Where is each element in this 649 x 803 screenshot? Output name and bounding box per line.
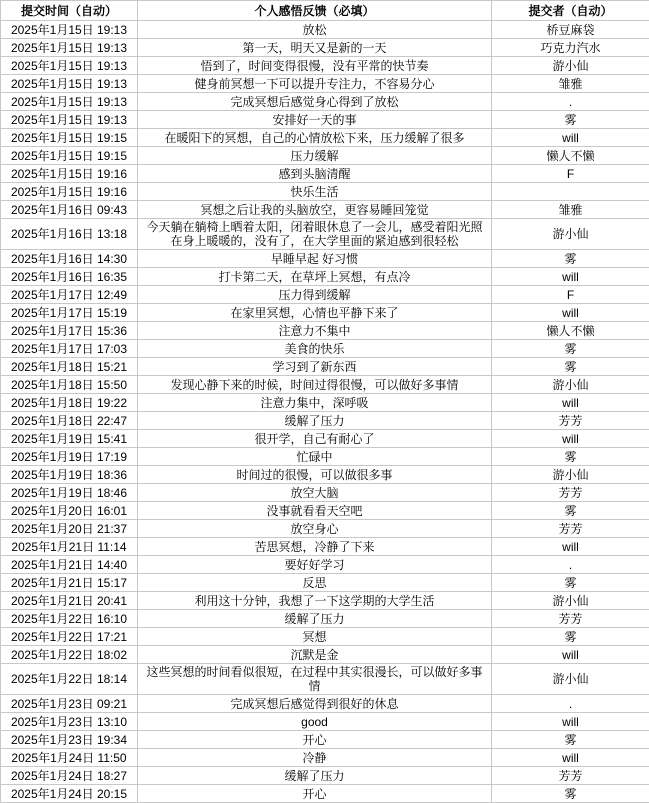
cell-submit-time[interactable]: 2025年1月15日 19:13 (1, 21, 138, 39)
table-row (1, 412, 649, 430)
cell-submitter[interactable]: 雾 (492, 340, 649, 358)
cell-submit-time[interactable]: 2025年1月21日 14:40 (1, 556, 138, 574)
cell-submitter[interactable]: 雏雅 (492, 75, 649, 93)
cell-submitter[interactable]: will (492, 646, 649, 664)
table-row (1, 785, 649, 803)
cell-submitter[interactable]: 游小仙 (492, 466, 649, 484)
cell-submitter[interactable]: 游小仙 (492, 592, 649, 610)
cell-feedback[interactable]: 压力缓解 (138, 147, 492, 165)
cell-submitter[interactable]: 雾 (492, 502, 649, 520)
cell-feedback[interactable]: 冥想之后让我的头脑放空，更容易睡回笼觉 (138, 201, 492, 219)
table-row (1, 466, 649, 484)
table-row (1, 21, 649, 39)
table-row (1, 448, 649, 466)
cell-feedback[interactable]: 缓解了压力 (138, 412, 492, 430)
cell-submitter[interactable]: 雾 (492, 250, 649, 268)
table-row (1, 250, 649, 268)
cell-submitter[interactable]: 芳芳 (492, 412, 649, 430)
cell-submitter[interactable]: 雏雅 (492, 201, 649, 219)
cell-submitter[interactable]: 芳芳 (492, 484, 649, 502)
table-row (1, 39, 649, 57)
cell-submit-time[interactable]: 2025年1月15日 19:13 (1, 111, 138, 129)
cell-submit-time[interactable]: 2025年1月24日 11:50 (1, 749, 138, 767)
table-row (1, 713, 649, 731)
table-row (1, 93, 649, 111)
cell-submitter[interactable]: F (492, 165, 649, 183)
cell-submitter[interactable]: 游小仙 (492, 219, 649, 250)
table-row (1, 129, 649, 147)
table-row (1, 502, 649, 520)
cell-feedback[interactable]: 放空身心 (138, 520, 492, 538)
table-row (1, 592, 649, 610)
cell-feedback[interactable]: 利用这十分钟，我想了一下这学期的大学生活 (138, 592, 492, 610)
cell-submitter[interactable]: 雾 (492, 448, 649, 466)
cell-submitter[interactable]: will (492, 304, 649, 322)
cell-feedback[interactable]: 感到头脑清醒 (138, 165, 492, 183)
table-row (1, 75, 649, 93)
cell-feedback[interactable]: 学习到了新东西 (138, 358, 492, 376)
cell-submit-time[interactable]: 2025年1月23日 13:10 (1, 713, 138, 731)
cell-submit-time[interactable]: 2025年1月17日 15:19 (1, 304, 138, 322)
cell-submit-time[interactable]: 2025年1月16日 14:30 (1, 250, 138, 268)
cell-submitter[interactable]: will (492, 538, 649, 556)
cell-submitter[interactable]: . (492, 695, 649, 713)
cell-submit-time[interactable]: 2025年1月15日 19:16 (1, 165, 138, 183)
cell-feedback[interactable]: 早睡早起 好习惯 (138, 250, 492, 268)
cell-submit-time[interactable]: 2025年1月20日 16:01 (1, 502, 138, 520)
cell-submit-time[interactable]: 2025年1月15日 19:13 (1, 39, 138, 57)
cell-submitter[interactable]: will (492, 430, 649, 448)
header-submit-time[interactable]: 提交时间（自动） (1, 1, 138, 21)
cell-feedback[interactable]: 缓解了压力 (138, 610, 492, 628)
table-row (1, 57, 649, 75)
cell-submit-time[interactable]: 2025年1月21日 15:17 (1, 574, 138, 592)
cell-feedback[interactable]: 注意力不集中 (138, 322, 492, 340)
cell-submit-time[interactable]: 2025年1月15日 19:13 (1, 93, 138, 111)
cell-feedback[interactable]: 冥想 (138, 628, 492, 646)
cell-submit-time[interactable]: 2025年1月15日 19:13 (1, 57, 138, 75)
cell-submitter[interactable]: 芳芳 (492, 520, 649, 538)
cell-feedback[interactable]: 健身前冥想一下可以提升专注力，不容易分心 (138, 75, 492, 93)
cell-submit-time[interactable]: 2025年1月24日 20:15 (1, 785, 138, 803)
table-row (1, 731, 649, 749)
cell-submitter[interactable]: 游小仙 (492, 376, 649, 394)
cell-feedback[interactable]: 悟到了，时间变得很慢，没有平常的快节奏 (138, 57, 492, 75)
cell-submit-time[interactable]: 2025年1月22日 18:02 (1, 646, 138, 664)
table-row (1, 183, 649, 201)
table-row (1, 340, 649, 358)
cell-feedback[interactable]: 缓解了压力 (138, 767, 492, 785)
table-row (1, 664, 649, 695)
table-row (1, 628, 649, 646)
cell-feedback[interactable]: 开心 (138, 731, 492, 749)
table-row (1, 358, 649, 376)
cell-feedback[interactable]: 第一天，明天又是新的一天 (138, 39, 492, 57)
cell-submitter[interactable]: 芳芳 (492, 767, 649, 785)
cell-submitter[interactable]: 巧克力汽水 (492, 39, 649, 57)
table-row (1, 574, 649, 592)
cell-feedback[interactable]: 发现心静下来的时候，时间过得很慢，可以做好多事情 (138, 376, 492, 394)
cell-submit-time[interactable]: 2025年1月15日 19:16 (1, 183, 138, 201)
cell-submitter[interactable]: 雾 (492, 358, 649, 376)
table-row (1, 695, 649, 713)
cell-submit-time[interactable]: 2025年1月17日 17:03 (1, 340, 138, 358)
cell-submit-time[interactable]: 2025年1月18日 22:47 (1, 412, 138, 430)
table-row (1, 219, 649, 250)
cell-submitter[interactable] (492, 183, 649, 201)
cell-submit-time[interactable]: 2025年1月15日 19:13 (1, 75, 138, 93)
cell-submitter[interactable]: 雾 (492, 628, 649, 646)
cell-submit-time[interactable]: 2025年1月16日 09:43 (1, 201, 138, 219)
cell-submitter[interactable]: 雾 (492, 731, 649, 749)
table-row (1, 147, 649, 165)
cell-feedback[interactable]: 很开学，自己有耐心了 (138, 430, 492, 448)
cell-submitter[interactable]: 雾 (492, 574, 649, 592)
cell-feedback[interactable]: 要好好学习 (138, 556, 492, 574)
cell-feedback[interactable]: 快乐生活 (138, 183, 492, 201)
cell-submitter[interactable]: . (492, 93, 649, 111)
cell-feedback[interactable]: 打卡第二天，在草坪上冥想，有点冷 (138, 268, 492, 286)
table-body (1, 21, 649, 803)
cell-submitter[interactable]: 雾 (492, 785, 649, 803)
cell-feedback[interactable]: 放空大脑 (138, 484, 492, 502)
cell-feedback[interactable]: 完成冥想后感觉得到很好的休息 (138, 695, 492, 713)
cell-submit-time[interactable]: 2025年1月20日 21:37 (1, 520, 138, 538)
cell-submit-time[interactable]: 2025年1月17日 12:49 (1, 286, 138, 304)
cell-submitter[interactable]: 懒人不懒 (492, 322, 649, 340)
cell-submitter[interactable]: will (492, 268, 649, 286)
cell-submit-time[interactable]: 2025年1月23日 19:34 (1, 731, 138, 749)
cell-feedback[interactable]: 这些冥想的时间看似很短，在过程中其实很漫长，可以做好多事情 (138, 664, 492, 695)
cell-feedback[interactable]: 反思 (138, 574, 492, 592)
cell-submit-time[interactable]: 2025年1月24日 18:27 (1, 767, 138, 785)
cell-submit-time[interactable]: 2025年1月19日 18:36 (1, 466, 138, 484)
cell-submitter[interactable]: . (492, 556, 649, 574)
cell-submit-time[interactable]: 2025年1月16日 13:18 (1, 219, 138, 250)
cell-submit-time[interactable]: 2025年1月19日 15:41 (1, 430, 138, 448)
cell-submit-time[interactable]: 2025年1月19日 18:46 (1, 484, 138, 502)
cell-submitter[interactable]: 游小仙 (492, 664, 649, 695)
cell-submitter[interactable]: 懒人不懒 (492, 147, 649, 165)
cell-submitter[interactable]: will (492, 129, 649, 147)
cell-submitter[interactable]: 桥豆麻袋 (492, 21, 649, 39)
cell-feedback[interactable]: 放松 (138, 21, 492, 39)
table-row (1, 646, 649, 664)
cell-submitter[interactable]: F (492, 286, 649, 304)
table-row (1, 520, 649, 538)
header-row (1, 1, 649, 21)
cell-submitter[interactable]: 芳芳 (492, 610, 649, 628)
table-row (1, 767, 649, 785)
header-feedback[interactable]: 个人感悟反馈（必填） (138, 1, 492, 21)
table-row (1, 484, 649, 502)
cell-submit-time[interactable]: 2025年1月22日 18:14 (1, 664, 138, 695)
table-row (1, 286, 649, 304)
table-row (1, 376, 649, 394)
cell-feedback[interactable]: 在家里冥想，心情也平静下来了 (138, 304, 492, 322)
table-row (1, 538, 649, 556)
table-row (1, 165, 649, 183)
cell-feedback[interactable]: 时间过的很慢，可以做很多事 (138, 466, 492, 484)
cell-submit-time[interactable]: 2025年1月19日 17:19 (1, 448, 138, 466)
cell-feedback[interactable]: 冷静 (138, 749, 492, 767)
cell-feedback[interactable]: 今天躺在躺椅上晒着太阳，闭着眼休息了一会儿，感受着阳光照在身上暖暖的，没有了，在大学里面的紧迫感到很轻松 (138, 219, 492, 250)
cell-submit-time[interactable]: 2025年1月17日 15:36 (1, 322, 138, 340)
cell-submit-time[interactable]: 2025年1月18日 15:50 (1, 376, 138, 394)
table-row (1, 749, 649, 767)
cell-submitter[interactable]: will (492, 749, 649, 767)
table-row (1, 556, 649, 574)
table-row (1, 610, 649, 628)
cell-feedback[interactable]: 忙碌中 (138, 448, 492, 466)
cell-feedback[interactable]: 注意力集中，深呼吸 (138, 394, 492, 412)
table-row (1, 201, 649, 219)
cell-submitter[interactable]: will (492, 713, 649, 731)
cell-feedback[interactable]: 压力得到缓解 (138, 286, 492, 304)
table-row (1, 268, 649, 286)
cell-feedback[interactable]: 开心 (138, 785, 492, 803)
header-submitter[interactable]: 提交者（自动） (492, 1, 649, 21)
cell-submit-time[interactable]: 2025年1月21日 11:14 (1, 538, 138, 556)
cell-submit-time[interactable]: 2025年1月22日 16:10 (1, 610, 138, 628)
cell-feedback[interactable]: 苦思冥想，冷静了下来 (138, 538, 492, 556)
cell-submit-time[interactable]: 2025年1月23日 09:21 (1, 695, 138, 713)
table-row (1, 430, 649, 448)
cell-feedback[interactable]: 沉默是金 (138, 646, 492, 664)
cell-feedback[interactable]: good (138, 713, 492, 731)
table-row (1, 394, 649, 412)
cell-submit-time[interactable]: 2025年1月21日 20:41 (1, 592, 138, 610)
cell-feedback[interactable]: 完成冥想后感觉身心得到了放松 (138, 93, 492, 111)
cell-submit-time[interactable]: 2025年1月16日 16:35 (1, 268, 138, 286)
cell-submit-time[interactable]: 2025年1月18日 15:21 (1, 358, 138, 376)
cell-submit-time[interactable]: 2025年1月15日 19:15 (1, 147, 138, 165)
cell-submit-time[interactable]: 2025年1月18日 19:22 (1, 394, 138, 412)
cell-feedback[interactable]: 美食的快乐 (138, 340, 492, 358)
cell-submitter[interactable]: 游小仙 (492, 57, 649, 75)
cell-submit-time[interactable]: 2025年1月22日 17:21 (1, 628, 138, 646)
cell-feedback[interactable]: 在暖阳下的冥想，自己的心情放松下来，压力缓解了很多 (138, 129, 492, 147)
cell-submitter[interactable]: 雾 (492, 111, 649, 129)
cell-submit-time[interactable]: 2025年1月15日 19:15 (1, 129, 138, 147)
cell-feedback[interactable]: 安排好一天的事 (138, 111, 492, 129)
table-row (1, 304, 649, 322)
cell-submitter[interactable]: will (492, 394, 649, 412)
cell-feedback[interactable]: 没事就看看天空吧 (138, 502, 492, 520)
table-row (1, 322, 649, 340)
table-row (1, 111, 649, 129)
